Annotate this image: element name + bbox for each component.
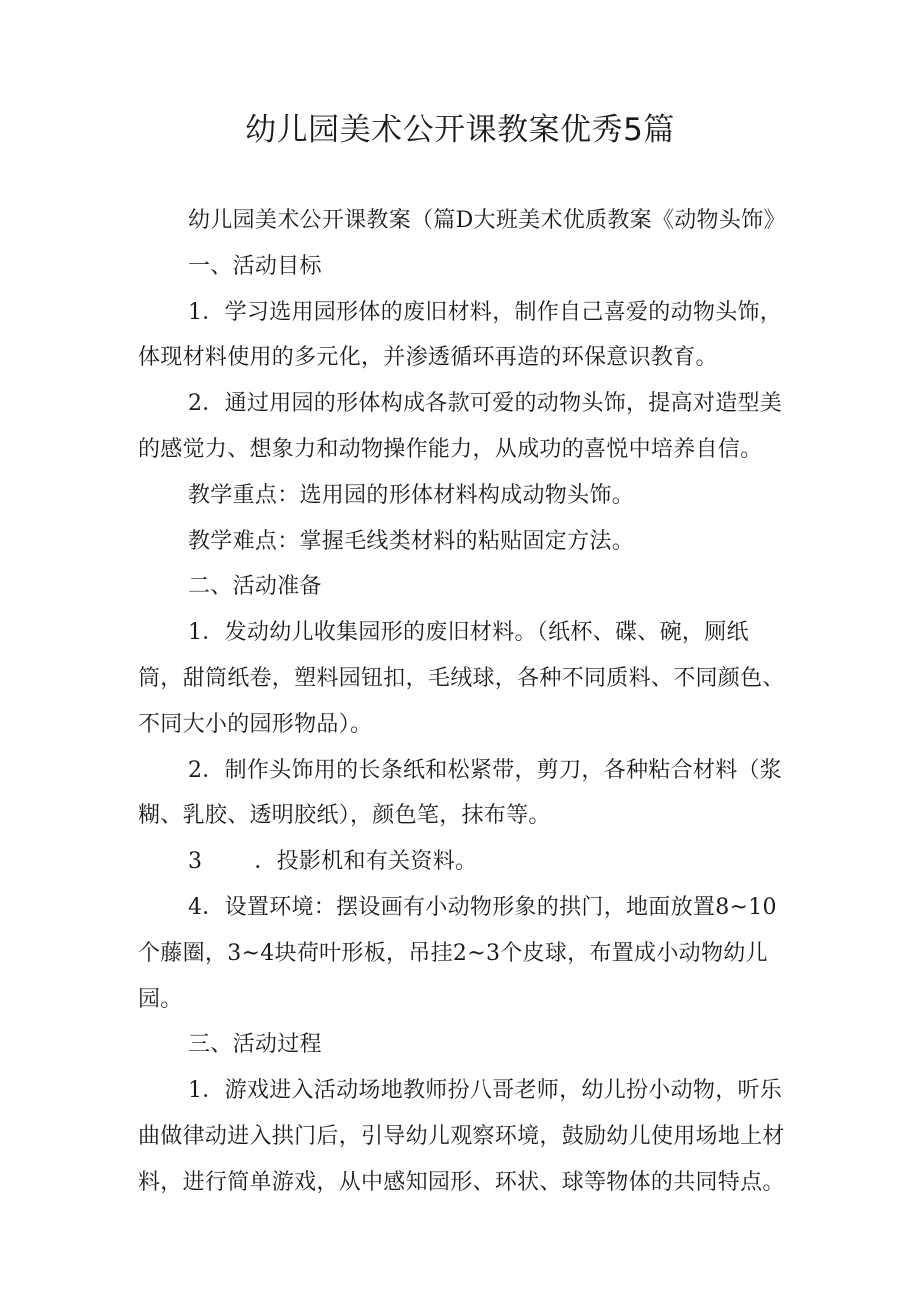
process-item-1: 1．游戏进入活动场地教师扮八哥老师，幼儿扮小动物，听乐曲做律动进入拱门后，引导幼儿观察环境，鼓励幼儿使用场地上材料，进行简单游戏，从中感知园形、环状、球等物体的共同特点。 [138,1078,785,1195]
lesson-heading: 幼儿园美术公开课教案（篇D大班美术优质教案《动物头饰》 [188,208,786,233]
section-heading-process: 三、活动过程 [188,1032,322,1058]
preparation-item-1: 1．发动幼儿收集园形的废旧材料。（纸杯、碟、碗，厕纸筒，甜筒纸卷，塑料园钮扣，毛绒球，各种不同质料、不同颜色、不同大小的园形物品）。 [138,620,785,737]
document-title: 幼儿园美术公开课教案优秀5篇 [245,112,675,148]
preparation-item-3-number: 3 [188,849,203,875]
preparation-item-3 [138,839,786,885]
teaching-difficulty: 教学难点：掌握毛线类材料的粘贴固定方法。 [188,528,635,554]
document-body [138,198,786,1206]
preparation-item-4: 4．设置环境：摆设画有小动物形象的拱门，地面放置8~10个藤圈，3~4块荷叶形板，吊挂2~3个皮球，布置成小动物幼儿园。 [138,894,777,1012]
preparation-item-2: 2．制作头饰用的长条纸和松紧带，剪刀，各种粘合材料（浆糊、乳胶、透明胶纸），颜色笔，抹布等。 [138,757,783,829]
teaching-focus: 教学重点：选用园的形体材料构成动物头饰。 [188,482,635,508]
goal-item-1: 1．学习选用园形体的废旧材料，制作自己喜爱的动物头饰，体现材料使用的多元化，并渗透循环再造的环保意识教育。 [138,299,783,371]
preparation-item-3-text: ．投影机和有关资料。 [254,849,478,875]
goal-item-2: 2．通过用园的形体构成各款可爱的动物头饰，提高对造型美的感觉力、想象力和动物操作能力，从成功的喜悦中培养自信。 [138,391,783,462]
section-heading-preparation: 二、活动准备 [188,574,322,600]
section-heading-goals: 一、活动目标 [188,253,322,279]
